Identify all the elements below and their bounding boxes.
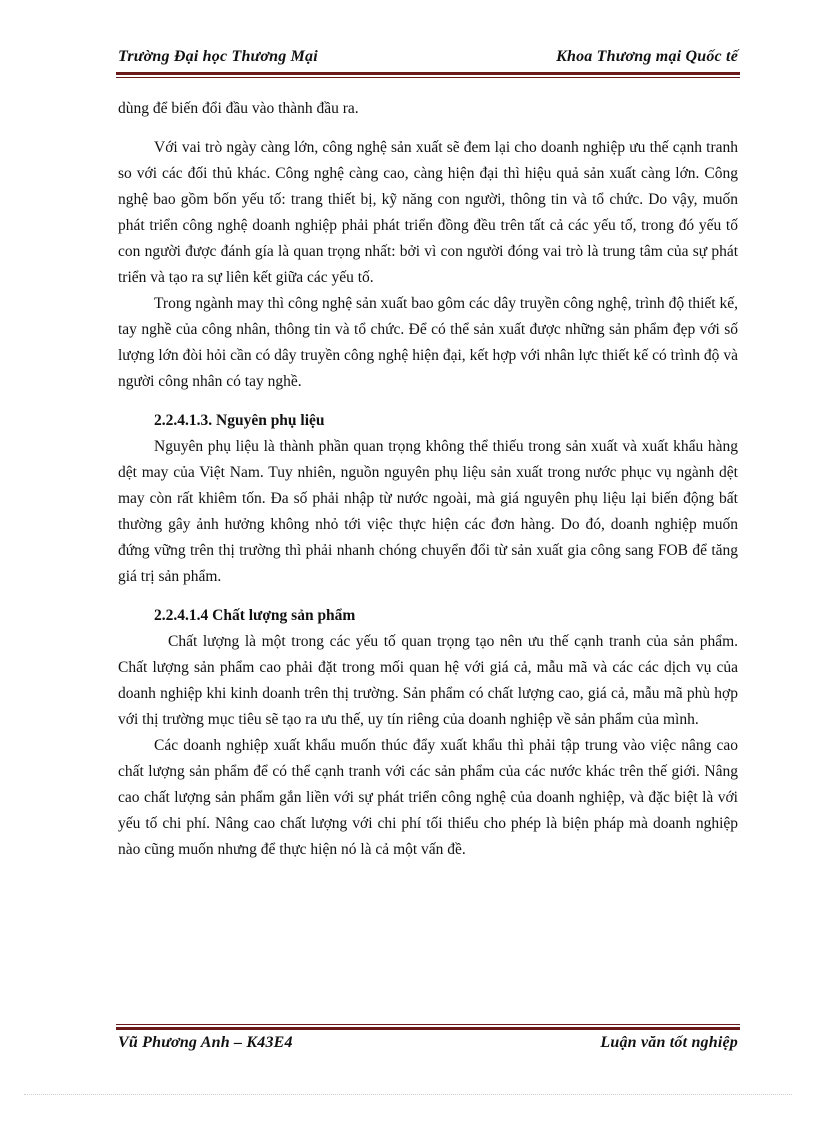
section-heading-materials: 2.2.4.1.3. Nguyên phụ liệu [154, 412, 325, 429]
document-body [118, 96, 738, 863]
page-footer [118, 1034, 738, 1058]
footer-rule [116, 1024, 740, 1030]
header-faculty: Khoa Thương mại Quốc tế [556, 48, 738, 65]
paragraph-1: Với vai trò ngày càng lớn, công nghệ sản xuất sẽ đem lại cho doanh nghiệp ưu thế cạnh tranh so với các đối thủ khác. Công nghệ càng cao, càng hiện đại thì hiệu quả sản xuất càng lớn. Công nghệ bao gồm bốn yếu tố: trang thiết bị, kỹ năng con người, thông tin và tổ chức. Do vậy, muốn phát triển công nghệ doanh nghiệp phải phát triển đồng đều trên tất cả các yếu tố, trong đó yếu tố con người được đánh gía là quan trọng nhất: bởi vì con người đóng vai trò là trung tâm của sự phát triển và tạo ra sự liên kết giữa các yếu tố. [118, 139, 738, 286]
footer-doc-type: Luận văn tốt nghiệp [600, 1034, 738, 1051]
paragraph-3: Nguyên phụ liệu là thành phần quan trọng không thể thiếu trong sản xuất và xuất khẩu hàng dệt may của Việt Nam. Tuy nhiên, nguồn nguyên phụ liệu sản xuất trong nước phục vụ ngành dệt may còn rất khiêm tốn. Đa số phải nhập từ nước ngoài, mà giá nguyên phụ liệu lại biến động bất thường gây ảnh hưởng không nhỏ tới việc thực hiện các đơn hàng. Do đó, doanh nghiệp muốn đứng vững trên thị trường thì phải nhanh chóng chuyển đổi từ sản xuất gia công sang FOB để tăng giá trị sản phẩm. [118, 438, 738, 585]
paragraph-2: Trong ngành may thì công nghệ sản xuất bao gôm các dây truyền công nghệ, trình độ thiết kế, tay nghề của công nhân, thông tin và tổ chức. Để có thể sản xuất được những sản phẩm đẹp với số lượng lớn đòi hỏi cần có dây truyền công nghệ hiện đại, kết hợp với nhân lực thiết kế có trình độ và người công nhân có tay nghề. [118, 295, 738, 390]
page-header [118, 48, 738, 72]
paragraph-0: dùng để biến đổi đầu vào thành đầu ra. [118, 100, 359, 117]
paragraph-5: Các doanh nghiệp xuất khẩu muốn thúc đẩy xuất khẩu thì phải tập trung vào việc nâng cao chất lượng sản phẩm để có thể cạnh tranh với các sản phẩm của các nước khác trên thế giới. Nâng cao chất lượng sản phẩm gắn liền với sự phát triển công nghệ của doanh nghiệp, và đặc biệt là với yếu tố chi phí. Nâng cao chất lượng với chi phí tối thiểu cho phép là biện pháp mà doanh nghiệp nào cũng muốn nhưng để thực hiện nó là cả một vấn đề. [118, 737, 738, 858]
page-bottom-border [24, 1094, 792, 1095]
paragraph-4: Chất lượng là một trong các yếu tố quan trọng tạo nên ưu thế cạnh tranh của sản phẩm. Chất lượng sản phẩm cao phải đặt trong mối quan hệ với giá cả, mẫu mã và các các dịch vụ của doanh nghiệp khi kinh doanh trên thị trường. Sản phẩm có chất lượng cao, giá cả, mẫu mã phù hợp với thị trường mục tiêu sẽ tạo ra ưu thế, uy tín riêng của doanh nghiệp về sản phẩm của mình. [118, 633, 738, 728]
section-heading-quality: 2.2.4.1.4 Chất lượng sản phẩm [154, 607, 356, 624]
footer-author: Vũ Phương Anh – K43E4 [118, 1034, 293, 1051]
header-school: Trường Đại học Thương Mại [118, 48, 318, 65]
header-rule [116, 72, 740, 78]
